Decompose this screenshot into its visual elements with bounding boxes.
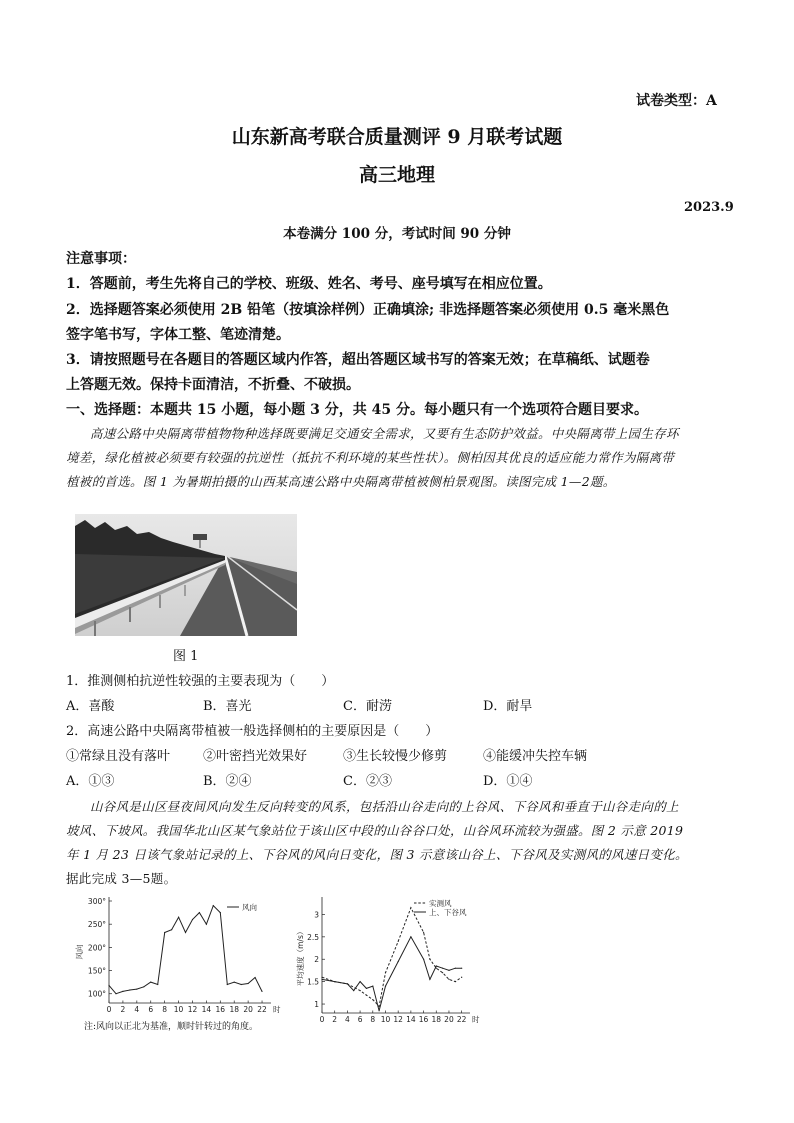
y-tick-label: 100° bbox=[87, 989, 106, 999]
passage-line: 高速公路中央隔离带植物物种选择既要满足交通安全需求，又要有生态防护效益。中央隔离带上园生存环 bbox=[90, 426, 679, 441]
x-tick-label: 2 bbox=[120, 1005, 126, 1014]
data-point bbox=[372, 999, 373, 1000]
data-point bbox=[178, 917, 179, 918]
x-tick-label: 4 bbox=[345, 1015, 350, 1024]
notice-item: 上答题无效。保持卡面清洁，不折叠、不破损。 bbox=[66, 377, 360, 393]
data-point bbox=[385, 972, 386, 973]
highway-median-photo bbox=[75, 514, 297, 636]
series-line-1 bbox=[109, 906, 262, 994]
x-tick-label: 22 bbox=[456, 1015, 467, 1024]
passage-line: 坡风、下坡风。我国华北山区某气象站位于该山区中段的山谷谷口处，山谷风环流较为强盛。图 2 示意 2019 bbox=[66, 823, 684, 838]
data-point bbox=[379, 1006, 380, 1007]
figure2-wind-direction-chart bbox=[75, 893, 295, 1033]
data-point bbox=[334, 981, 335, 982]
data-point bbox=[164, 932, 165, 933]
y-tick-label: 2.5 bbox=[307, 932, 319, 942]
exam-info: 本卷满分 100 分，考试时间 90 分钟 bbox=[283, 226, 511, 242]
data-point bbox=[241, 984, 242, 985]
data-point bbox=[455, 981, 456, 982]
x-axis-unit: 时 bbox=[472, 1015, 480, 1024]
data-point bbox=[234, 982, 235, 983]
legend-label: 实测风 bbox=[429, 899, 452, 908]
x-tick-label: 8 bbox=[162, 1005, 168, 1014]
data-point bbox=[448, 970, 449, 971]
legend-label: 风向 bbox=[242, 903, 257, 912]
x-tick-label: 2 bbox=[332, 1015, 338, 1024]
data-point bbox=[206, 924, 207, 925]
passage-line: 据此完成 3—5题。 bbox=[66, 871, 177, 886]
data-point bbox=[150, 982, 151, 983]
data-point bbox=[461, 977, 462, 978]
q1-stem: 1．推测侧柏抗逆性较强的主要表现为（ ） bbox=[66, 674, 335, 689]
y-tick-label: 250° bbox=[87, 920, 106, 930]
x-tick-label: 20 bbox=[243, 1005, 253, 1014]
x-tick-label: 18 bbox=[431, 1015, 442, 1024]
passage-line: 境差，绿化植被必须要有较强的抗逆性（抵抗不利环境的某些性状）。侧柏因其优良的适应能力常作为隔离带 bbox=[66, 450, 675, 465]
section-heading: 一、选择题：本题共 15 小题，每小题 3 分，共 45 分。每小题只有一个选项符合题目要求。 bbox=[66, 402, 648, 418]
legend-label: 上、下谷风 bbox=[429, 908, 467, 917]
data-point bbox=[353, 990, 354, 991]
x-tick-label: 18 bbox=[229, 1005, 239, 1014]
q2-option-d[interactable]: D．①④ bbox=[483, 774, 533, 789]
x-tick-label: 16 bbox=[215, 1005, 226, 1014]
q2-statement: ③生长较慢少修剪 bbox=[343, 749, 448, 764]
passage-line: 年 1 月 23 日该气象站记录的上、下谷风的风向日变化，图 3 示意该山谷上、下谷风及实测风的风速日变化。 bbox=[66, 847, 688, 862]
data-point bbox=[136, 989, 137, 990]
notice-heading: 注意事项： bbox=[66, 251, 136, 267]
data-point bbox=[115, 993, 116, 994]
q2-statement: ④能缓冲失控车辆 bbox=[483, 749, 588, 764]
data-point bbox=[220, 912, 221, 913]
q2-option-a[interactable]: A．①③ bbox=[66, 774, 115, 789]
y-axis-label: 平均速度（m/s） bbox=[296, 927, 305, 987]
x-tick-label: 16 bbox=[418, 1015, 429, 1024]
data-point bbox=[213, 905, 214, 906]
data-point bbox=[379, 1010, 380, 1011]
data-point bbox=[385, 986, 386, 987]
data-point bbox=[347, 983, 348, 984]
exam-subject: 高三地理 bbox=[358, 164, 435, 186]
data-point bbox=[423, 932, 424, 933]
data-point bbox=[423, 959, 424, 960]
data-point bbox=[410, 907, 411, 908]
q2-statement: ①常绿且没有落叶 bbox=[66, 749, 171, 764]
x-tick-label: 6 bbox=[148, 1005, 154, 1014]
data-point bbox=[248, 983, 249, 984]
exam-date: 2023.9 bbox=[684, 200, 734, 215]
q2-stem: 2．高速公路中央隔离带植被一般选择侧柏的主要原因是（ ） bbox=[66, 724, 439, 739]
passage-line: 植被的首选。图 1 为暑期拍摄的山西某高速公路中央隔离带植被侧柏景观图。读图完成 1—2题。 bbox=[66, 474, 616, 489]
x-axis-unit: 时 bbox=[273, 1005, 281, 1014]
notice-item: 签字笔书写，字体工整、笔迹清楚。 bbox=[66, 327, 290, 343]
passage-line: 山谷风是山区昼夜间风向发生反向转变的风系，包括沿山谷走向的上谷风、下谷风和垂直于山谷走向的上 bbox=[90, 799, 679, 814]
data-point bbox=[366, 988, 367, 989]
y-tick-label: 1.5 bbox=[307, 977, 319, 987]
figure3-wind-speed-chart bbox=[296, 893, 496, 1025]
x-tick-label: 8 bbox=[370, 1015, 376, 1024]
x-tick-label: 14 bbox=[201, 1005, 212, 1014]
y-tick-label: 200° bbox=[87, 943, 106, 953]
data-point bbox=[192, 919, 193, 920]
x-tick-label: 0 bbox=[106, 1005, 112, 1014]
x-tick-label: 12 bbox=[187, 1005, 198, 1014]
x-tick-label: 0 bbox=[319, 1015, 325, 1024]
data-point bbox=[455, 968, 456, 969]
data-point bbox=[429, 979, 430, 980]
y-tick-label: 300° bbox=[87, 897, 106, 906]
data-point bbox=[261, 991, 262, 992]
x-tick-label: 20 bbox=[444, 1015, 454, 1024]
data-point bbox=[461, 968, 462, 969]
data-point bbox=[108, 985, 109, 986]
x-tick-label: 12 bbox=[393, 1015, 403, 1024]
data-point bbox=[360, 981, 361, 982]
data-point bbox=[372, 986, 373, 987]
x-tick-label: 14 bbox=[406, 1015, 416, 1024]
data-point bbox=[185, 932, 186, 933]
y-tick-label: 1 bbox=[314, 1000, 319, 1010]
series-line-2 bbox=[322, 937, 462, 1011]
data-point bbox=[255, 977, 256, 978]
data-point bbox=[157, 984, 158, 985]
figure2-note: 注:风向以正北为基准，顺时针转过的角度。 bbox=[84, 1022, 259, 1032]
x-tick-label: 10 bbox=[173, 1005, 184, 1014]
q1-option-b[interactable]: B．喜光 bbox=[203, 699, 252, 714]
data-point bbox=[436, 965, 437, 966]
data-point bbox=[429, 959, 430, 960]
data-point bbox=[398, 941, 399, 942]
y-axis-label: 风向 bbox=[75, 944, 84, 960]
figure1-caption: 图 1 bbox=[173, 649, 199, 664]
y-tick-label: 2 bbox=[314, 955, 319, 965]
data-point bbox=[442, 972, 443, 973]
data-point bbox=[366, 995, 367, 996]
data-point bbox=[448, 979, 449, 980]
data-point bbox=[410, 936, 411, 937]
data-point bbox=[321, 977, 322, 978]
data-point bbox=[321, 979, 322, 980]
data-point bbox=[360, 990, 361, 991]
x-tick-label: 6 bbox=[357, 1015, 363, 1024]
data-point bbox=[199, 912, 200, 913]
y-tick-label: 150° bbox=[87, 966, 106, 976]
q2-option-b[interactable]: B．②④ bbox=[203, 774, 252, 789]
q1-option-a[interactable]: A．喜酸 bbox=[66, 699, 115, 714]
q2-statement: ②叶密挡光效果好 bbox=[203, 749, 308, 764]
notice-item: 3．请按照题号在各题目的答题区域内作答，超出答题区域书写的答案无效；在草稿纸、试题卷 bbox=[66, 352, 650, 368]
data-point bbox=[442, 968, 443, 969]
exam-title: 山东新高考联合质量测评 9 月联考试题 bbox=[231, 126, 563, 148]
data-point bbox=[227, 984, 228, 985]
x-tick-label: 10 bbox=[380, 1015, 391, 1024]
q2-option-c[interactable]: C．②③ bbox=[343, 774, 392, 789]
x-tick-label: 22 bbox=[257, 1005, 267, 1014]
data-point bbox=[129, 989, 130, 990]
data-point bbox=[171, 929, 172, 930]
q1-option-d[interactable]: D．耐旱 bbox=[483, 699, 533, 714]
paper-type: 试卷类型：A bbox=[636, 93, 717, 109]
data-point bbox=[398, 961, 399, 962]
notice-item: 1．答题前，考生先将自己的学校、班级、姓名、考号、座号填写在相应位置。 bbox=[66, 276, 552, 292]
data-point bbox=[143, 986, 144, 987]
data-point bbox=[122, 991, 123, 992]
y-tick-label: 3 bbox=[314, 910, 319, 920]
q1-option-c[interactable]: C．耐涝 bbox=[343, 699, 392, 714]
notice-item: 2．选择题答案必须使用 2B 铅笔（按填涂样例）正确填涂; 非选择题答案必须使用 0.5 毫米黑色 bbox=[66, 302, 670, 318]
x-tick-label: 4 bbox=[134, 1005, 140, 1014]
series-line-1 bbox=[322, 908, 462, 1007]
